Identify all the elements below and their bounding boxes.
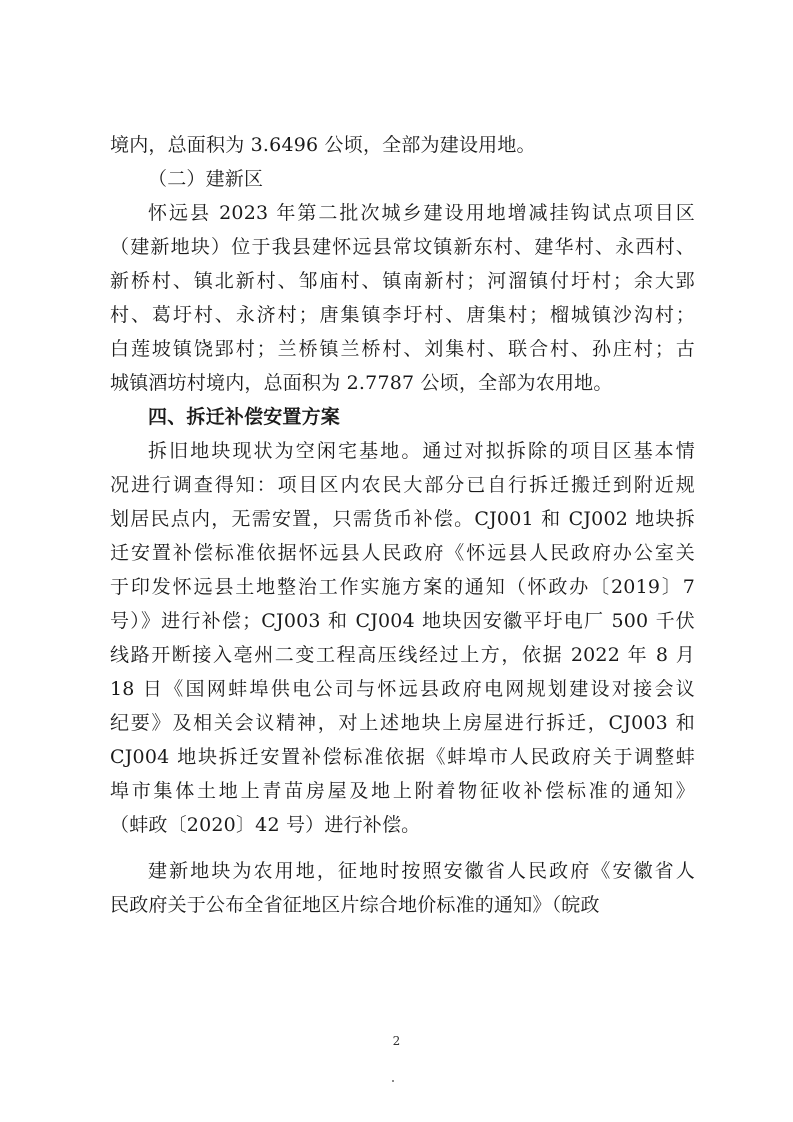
paragraph-spacer xyxy=(110,842,695,854)
paragraph-line: 新桥村、镇北新村、邹庙村、镇南新村；河溜镇付圩村；余大郢 xyxy=(110,270,695,292)
paragraph-line: 怀远县 2023 年第二批次城乡建设用地增减挂钩试点项目区 xyxy=(148,202,695,224)
section-heading-jianxinqu: （二）建新区 xyxy=(148,168,264,190)
scan-dot xyxy=(392,1080,394,1082)
page-number: 2 xyxy=(392,1034,401,1048)
section-heading-compensation: 四、拆迁补偿安置方案 xyxy=(148,406,341,428)
paragraph-line: 况进行调查得知：项目区内农民大部分已自行拆迁搬迁到附近规 xyxy=(110,474,695,496)
paragraph-line: CJ004 地块拆迁安置补偿标准依据《蚌埠市人民政府关于调整蚌 xyxy=(110,746,695,768)
paragraph-line: （建新地块）位于我县建怀远县常坟镇新东村、建华村、永西村、 xyxy=(110,236,695,258)
paragraph-line: （蚌政〔2020〕42 号）进行补偿。 xyxy=(110,814,421,836)
document-body xyxy=(110,128,695,922)
paragraph-line: 民政府关于公布全省征地区片综合地价标准的通知》（皖政 xyxy=(110,894,600,916)
paragraph-line: 纪要》及相关会议精神，对上述地块上房屋进行拆迁，CJ003 和 xyxy=(110,712,695,734)
paragraph-line: 拆旧地块现状为空闲宅基地。通过对拟拆除的项目区基本情 xyxy=(148,440,695,462)
paragraph-line: 迁安置补偿标准依据怀远县人民政府《怀远县人民政府办公室关 xyxy=(110,542,695,564)
paragraph-line: 划居民点内，无需安置，只需货币补偿。CJ001 和 CJ002 地块拆 xyxy=(110,508,695,530)
paragraph-line: 城镇酒坊村境内，总面积为 2.7787 公顷，全部为农用地。 xyxy=(110,372,613,394)
paragraph-line: 建新地块为农用地，征地时按照安徽省人民政府《安徽省人 xyxy=(148,860,695,882)
paragraph-line: 白莲坡镇饶郢村；兰桥镇兰桥村、刘集村、联合村、孙庄村；古 xyxy=(110,338,695,360)
paragraph-line: 线路开断接入亳州二变工程高压线经过上方，依据 2022 年 8 月 xyxy=(110,644,695,666)
paragraph-line: 18 日《国网蚌埠供电公司与怀远县政府电网规划建设对接会议 xyxy=(110,678,695,700)
paragraph-line: 于印发怀远县土地整治工作实施方案的通知（怀政办〔2019〕7 xyxy=(110,576,695,598)
paragraph-line: 境内，总面积为 3.6496 公顷，全部为建设用地。 xyxy=(110,134,536,156)
paragraph-line: 村、葛圩村、永济村；唐集镇李圩村、唐集村；榴城镇沙沟村； xyxy=(110,304,695,326)
paragraph-line: 埠市集体土地上青苗房屋及地上附着物征收补偿标准的通知》 xyxy=(110,780,695,802)
paragraph-line: 号）》进行补偿；CJ003 和 CJ004 地块因安徽平圩电厂 500 千伏 xyxy=(110,610,695,632)
